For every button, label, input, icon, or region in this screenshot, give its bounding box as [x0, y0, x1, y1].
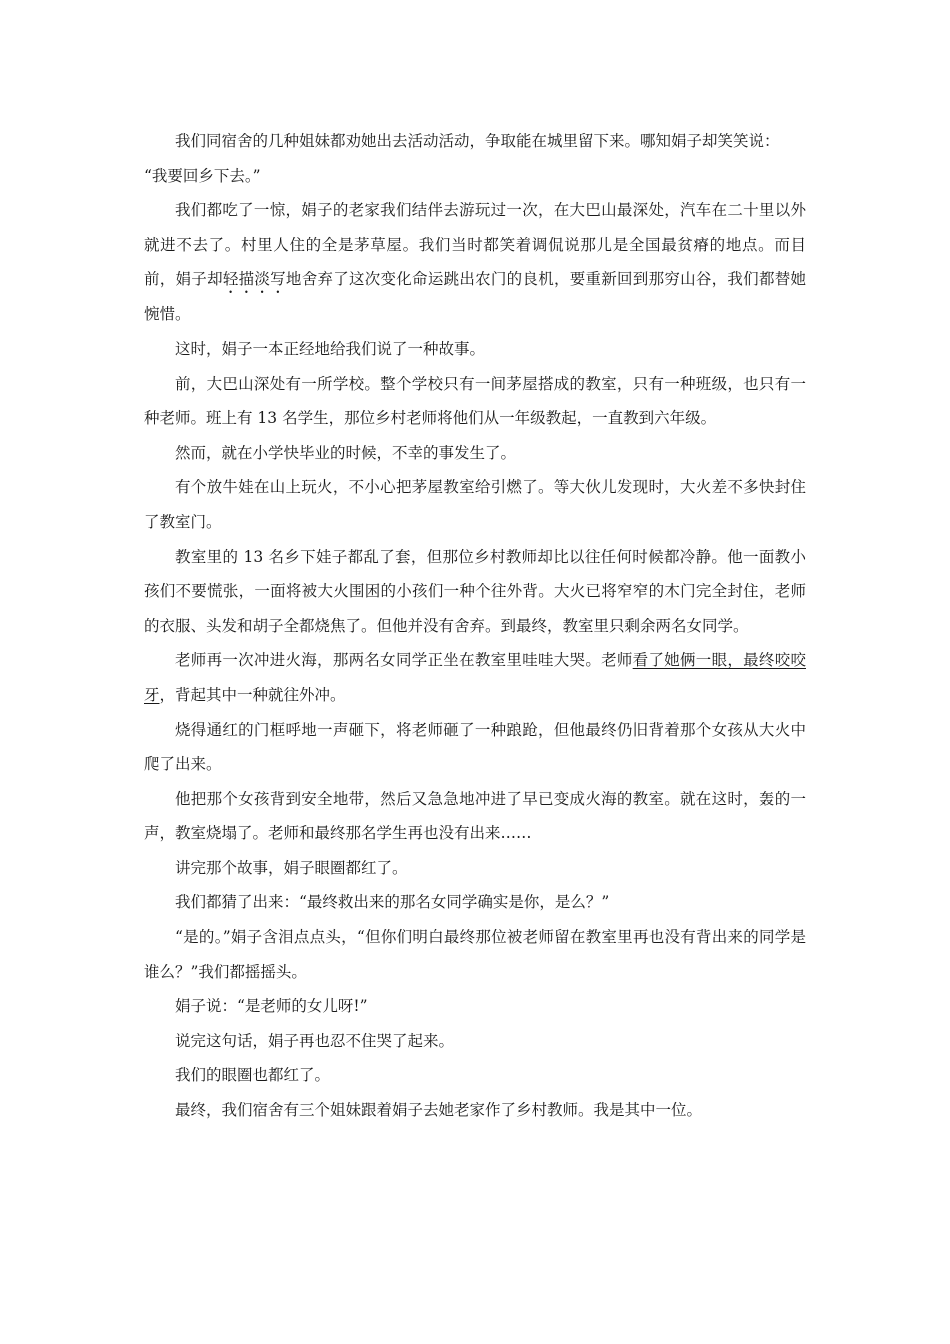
paragraph	[144, 885, 806, 920]
text-segment: 最终，我们宿舍有三个姐妹跟着娟子去她老家作了乡村教师。我是其中一位。	[175, 1101, 703, 1120]
text-segment: 老师再一次冲进火海，那两名女同学正坐在教室里哇哇大哭。老师	[175, 651, 633, 670]
text-segment: 他把那个女孩背到安全地带，然后又急急地冲进了早已变成火海的教室。就在这时，轰的一声，教室烧塌了。老师和最终那名学生再也没有出来……	[144, 789, 806, 843]
text-segment: ，背起其中一种就往外冲。	[159, 685, 346, 704]
underlined-phrase: 看了她俩一眼，最终咬咬牙	[144, 651, 806, 704]
text-segment: 讲完那个故事，娟子眼圈都红了。	[175, 858, 408, 877]
paragraph	[144, 851, 806, 886]
paragraph	[144, 1058, 806, 1093]
paragraph	[144, 124, 806, 159]
paragraph	[144, 1093, 806, 1128]
text-segment: 这时，娟子一本正经地给我们说了一种故事。	[175, 339, 486, 358]
paragraph	[144, 782, 806, 851]
paragraph	[144, 193, 806, 332]
text-segment: 说完这句话，娟子再也忍不住哭了起来。	[175, 1031, 455, 1050]
story-text	[144, 124, 806, 1128]
text-segment: 前，大巴山深处有一所学校。整个学校只有一间茅屋搭成的教室，只有一种班级，也只有一种老师。班上有 13 名学生，那位乡村老师将他们从一年级教起，一直教到六年级。	[144, 374, 806, 428]
paragraph	[144, 470, 806, 539]
text-segment: 地舍弃了这次变化命运跳出农门的良机，要重新回到那穷山谷，我们都替她惋惜。	[144, 270, 806, 324]
text-segment: “我要回乡下去。”	[144, 166, 261, 185]
paragraph	[144, 540, 806, 644]
paragraph	[144, 159, 806, 194]
emphasized-phrase: 轻描淡写	[222, 270, 286, 289]
text-segment: 娟子说：“是老师的女儿呀!”	[175, 997, 368, 1016]
paragraph	[144, 1024, 806, 1059]
text-segment: “是的。”娟子含泪点点头，“但你们明白最终那位被老师留在教室里再也没有背出来的同学是谁么？”我们都摇摇头。	[144, 928, 806, 981]
paragraph	[144, 920, 806, 989]
text-segment: 烧得通红的门框呼地一声砸下，将老师砸了一种踉跄，但他最终仍旧背着那个女孩从大火中爬了出来。	[144, 720, 806, 774]
text-segment: 我们都吃了一惊，娟子的老家我们结伴去游玩过一次，在大巴山最深处，汽车在二十里以外就进不去了。村里人住的全是茅草屋。我们当时都笑着调侃说那儿是全国最贫瘠的地点。而目前，娟子却	[144, 201, 806, 289]
paragraph	[144, 436, 806, 471]
text-segment: 我们的眼圈也都红了。	[175, 1066, 331, 1085]
paragraph	[144, 332, 806, 367]
text-segment: 我们同宿舍的几种姐妹都劝她出去活动活动，争取能在城里留下来。哪知娟子却笑笑说：	[175, 132, 780, 150]
paragraph	[144, 367, 806, 436]
text-segment: 教室里的 13 名乡下娃子都乱了套，但那位乡村教师却比以往任何时候都冷静。他一面教小孩们不要慌张，一面将被大火围困的小孩们一种个往外背。大火已将窄窄的木门完全封住，老师的衣服、头发和胡子全都烧焦了。但他并没有舍弃。到最终，教室里只剩余两名女同学。	[144, 547, 806, 635]
paragraph	[144, 989, 806, 1024]
text-segment: 然而，就在小学快毕业的时候，不幸的事发生了。	[175, 443, 517, 462]
text-segment: 有个放牛娃在山上玩火，不小心把茅屋教室给引燃了。等大伙儿发现时，大火差不多快封住了教室门。	[144, 478, 806, 531]
paragraph	[144, 643, 806, 712]
paragraph	[144, 713, 806, 782]
text-segment: 我们都猜了出来：“最终救出来的那名女同学确实是你，是么？”	[175, 893, 610, 912]
